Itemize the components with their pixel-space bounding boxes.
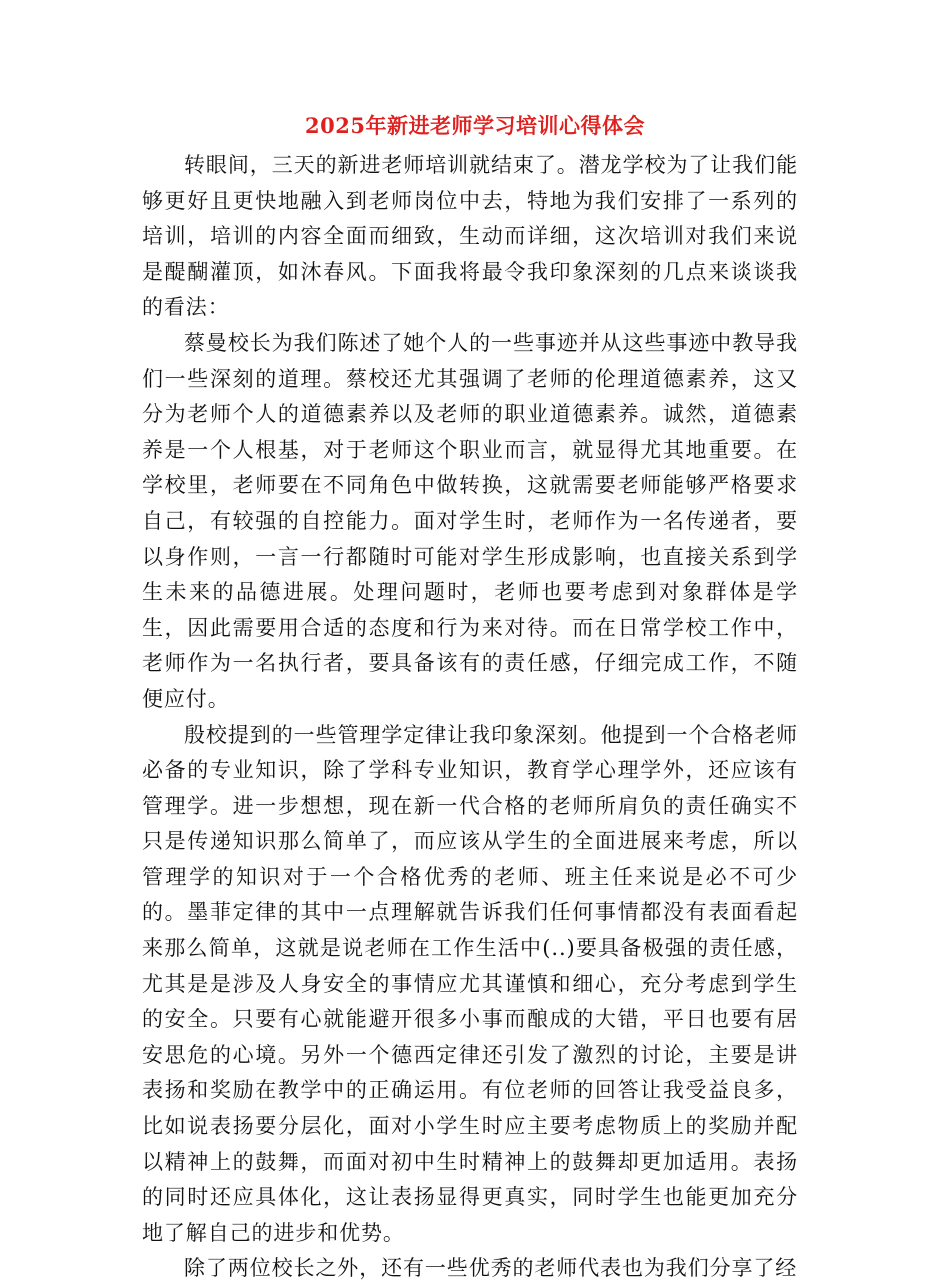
paragraph-principal-yin: 殷校提到的一些管理学定律让我印象深刻。他提到一个合格老师必备的专业知识，除了学科专业知识，教育学心理学外，还应该有管理学。进一步想想，现在新一代合格的老师所肩负的责任确实不只是传递知识那么简单了，而应该从学生的全面进展来考虑，所以管理学的知识对于一个合格优秀的老师、班主任来说是必不可少的。墨菲定律的其中一点理解就告诉我们任何事情都没有表面看起来那么简单，这就是说老师在工作生活中(..)要具备极强的责任感，尤其是是涉及人身安全的事情应尤其谨慎和细心，充分考虑到学生的安全。只要有心就能避开很多小事而酿成的大错，平日也要有居安思危的心境。另外一个德西定律还引发了激烈的讨论，主要是讲表扬和奖励在教学中的正确运用。有位老师的回答让我受益良多，比如说表扬要分层化，面对小学生时应主要考虑物质上的奖励并配以精神上的鼓舞，而面对初中生时精神上的鼓舞却更加适用。表扬的同时还应具体化，这让表扬显得更真实，同时学生也能更加充分地了解自己的进步和优势。 xyxy=(142,722,798,1245)
document-title: 2025年新进老师学习培训心得体会 xyxy=(305,113,645,138)
paragraph-principal-cai: 蔡曼校长为我们陈述了她个人的一些事迹并从这些事迹中教导我们一些深刻的道理。蔡校还尤其强调了老师的伦理道德素养，这又分为老师个人的道德素养以及老师的职业道德素养。诚然，道德素养是一个人根基，对于老师这个职业而言，就显得尤其地重要。在学校里，老师要在不同角色中做转换，这就需要老师能够严格要求自己，有较强的自控能力。面对学生时，老师作为一名传递者，要以身作则，一言一行都随时可能对学生形成影响，也直接关系到学生未来的品德进展。处理问题时，老师也要考虑到对象群体是学生，因此需要用合适的态度和行为来对待。而在日常学校工作中，老师作为一名执行者，要具备该有的责任感，仔细完成工作，不随便应付。 xyxy=(142,330,798,711)
paragraph-teacher-representatives: 除了两位校长之外，还有一些优秀的老师代表也为我们分享了经 xyxy=(184,1256,798,1281)
paragraph-intro: 转眼间，三天的新进老师培训就结束了。潜龙学校为了让我们能够更好且更快地融入到老师岗位中去，特地为我们安排了一系列的培训，培训的内容全面而细致，生动而详细，这次培训对我们来说是醍醐灌顶，如沐春风。下面我将最令我印象深刻的几点来谈谈我的看法： xyxy=(142,153,798,320)
document-body xyxy=(142,148,798,1287)
